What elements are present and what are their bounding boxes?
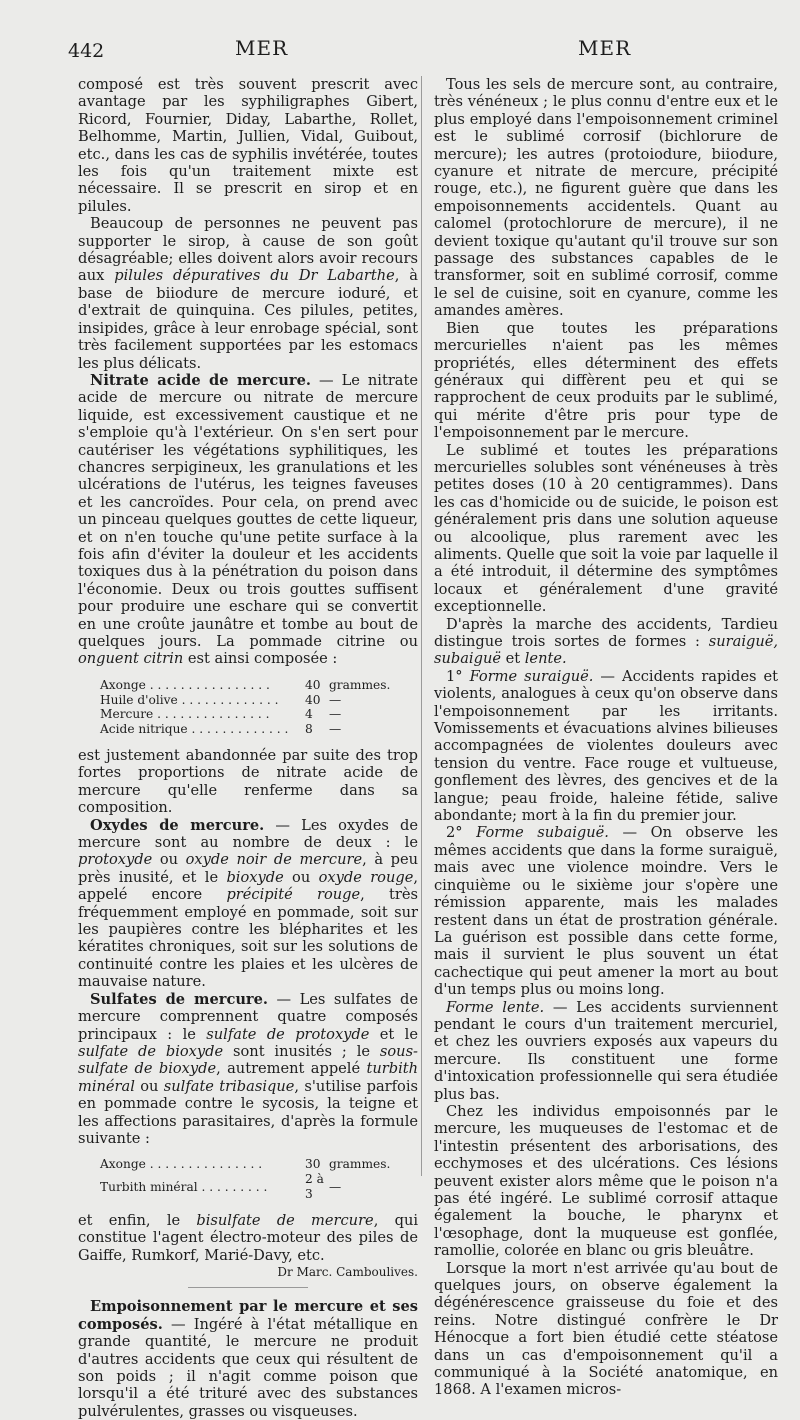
section-heading: Empoisonnement par le mercure et ses composés. [78,1298,418,1333]
recipe-row: Acide nitrique . . . . . . . . . . . . . 8 — [100,722,342,737]
recipe-row: Axonge . . . . . . . . . . . . . . . . 40 grammes. [100,677,391,692]
running-head-left: MER [235,36,289,60]
recipe-row: Axonge . . . . . . . . . . . . . . . 30 grammes. [100,1157,391,1172]
paragraph: 1° Forme suraiguë. — Accidents rapides et violents, analogues à ceux qu'on observe dans l'empoisonnement par les irritants. Vomissements et évacuations alvines bilieuses accompagnées de violentes douleurs avec tension du ventre. Face rouge et vultueuse, gonflement des lèvres, des gencives et de la langue; peau froide, haleine fétide, salive abondante; mort à la fin du premier jour. [434,667,778,825]
paragraph: composé est très souvent prescrit avec avantage par les syphiligraphes Gibert, Ricord, Fournier, Diday, Labarthe, Rollet, Belhomme, Martin, Jullien, Vidal, Guibout, etc., dans les cas de syphilis invétérée, toutes les fois qu'un traitement mixte est nécessaire. Il se prescrit en sirop et en pilules. [78,76,418,215]
paragraph: est justement abandonnée par suite des trop fortes proportions de nitrate acide de mercure qu'elle renferme dans sa composition. [78,747,418,817]
author-signature: Dr Marc. Camboulives. [277,1264,418,1279]
paragraph-oxydes: Oxydes de mercure. — Les oxydes de mercure sont au nombre de deux : le protoxyde ou oxyde noir de mercure, à peu près inusité, et le bioxyde ou oxyde rouge, appelé encore précipité rouge, très fréquemment employé en pommade, soit sur les paupières contre les blépharites et les kératites chroniques, soit sur les solutions de continuité contre les plaies et les ulcères de mauvaise nature. [78,816,419,991]
paragraph-sulfates: Sulfates de mercure. — Les sulfates de mercure comprennent quatre composés principaux : le sulfate de protoxyde et le sulfate de bioxyde sont inusités ; le sous-sulfate de bioxyde, autrement appelé turbith minéral ou sulfate tribasique, s'utilise parfois en pommade contre le sycosis, la teigne et les affections parasitaires, d'après la formule suivante : [78,990,418,1147]
section-heading: Nitrate acide de mercure. [90,371,311,389]
recipe-table [100,1157,390,1201]
paragraph: Le sublimé et toutes les préparations mercurielles solubles sont vénéneuses à très petites doses (10 à 20 centigrammes). Dans les cas d'homicide ou de suicide, le poison est généralement pris dans une solution aqueuse ou alcoolique, plus rarement avec les aliments. Quelle que soit la voie par laquelle il a été introduit, il détermine des symptômes locaux et généralement d'une gravité exceptionnelle. [434,441,778,616]
running-head-right: MER [578,36,632,60]
left-column [78,76,418,1420]
paragraph: Forme lente. — Les accidents surviennent pendant le cours d'un traitement mercuriel, et chez les ouvriers exposés aux vapeurs du mercure. Ils constituent une forme d'intoxication professionnelle qui sera étudiée plus bas. [434,998,779,1103]
paragraph: D'après la marche des accidents, Tardieu distingue trois sortes de formes : suraiguë, subaiguë et lente. [434,615,778,668]
paragraph: 2° Forme subaiguë. — On observe les mêmes accidents que dans la forme suraiguë, mais avec une violence moindre. Vers le cinquième ou le sixième jour s'opère une rémission apparente, mais les malades restent dans un état de prostration générale. La guérison est possible dans cette forme, mais il survient le plus souvent un état cachectique qui peut amener la mort au bout d'un temps plus ou moins long. [434,824,778,999]
paragraph-empoisonnement: Empoisonnement par le mercure et ses composés. — Ingéré à l'état métallique en grande quantité, le mercure ne produit d'autres accidents que ceux qui résultent de son poids ; il n'agit comme poison que lorsqu'il a été trituré avec des substances pulvérulentes, grasses ou visqueuses. [78,1298,418,1420]
paragraph-nitrate: Nitrate acide de mercure. — Le nitrate acide de mercure ou nitrate de mercure liquide, est excessivement caustique et ne s'emploie qu'à l'extérieur. On s'en sert pour cautériser les végétations syphilitiques, les chancres serpigineux, les granulations et les ulcérations de l'utérus, les teignes faveuses et les cancroïdes. Pour cela, on prend avec un pinceau quelques gouttes de cette liqueur, et on n'en touche qu'une petite surface à la fois afin d'éviter la douleur et les accidents toxiques dus à la pénétration du poison dans l'économie. Deux ou trois gouttes suffisent pour produire une eschare qui se convertit en une croûte jaunâtre et tombe au bout de quelques jours. La pommade citrine ou onguent citrin est ainsi composée : [78,371,419,668]
recipe-row: Huile d'olive . . . . . . . . . . . . . 40 — [100,692,342,707]
section-rule [188,1287,308,1288]
paragraph: Beaucoup de personnes ne peuvent pas supporter le sirop, à cause de son goût désagréable; elles doivent alors avoir recours aux pilules dépuratives du Dr Labarthe, à base de biiodure de mercure ioduré, et d'extrait de quinquina. Ces pilules, petites, insipides, grâce à leur enrobage spécial, sont très facilement supportées par les estomacs les plus délicats. [78,215,418,372]
section-heading: Oxydes de mercure. [90,816,265,834]
page-number: 442 [68,40,105,62]
section-heading: Sulfates de mercure. [90,990,268,1008]
recipe-row: Turbith minéral . . . . . . . . . 2 à 3 — [100,1172,342,1201]
paragraph: Chez les individus empoisonnés par le mercure, les muqueuses de l'estomac et de l'intestin présentent des arborisations, des ecchymoses et des ulcérations. Ces lésions peuvent exister alors même que le poison n'a pas été ingéré. Le sublimé corrosif attaque également la bouche, le pharynx et l'œsophage, dont la muqueuse est gonflée, ramollie, colorée en blanc ou gris bleuâtre. [434,1102,778,1260]
paragraph: Lorsque la mort n'est arrivée qu'au bout de quelques jours, on observe également la dégénérescence graisseuse du foie et des reins. Notre distingué confrère le Dr Hénocque a fort bien étudié cette stéatose dans un cas d'empoisonnement qu'il a communiqué à la Société anatomique, en 1868. A l'examen micros- [434,1259,778,1399]
recipe-row: Mercure . . . . . . . . . . . . . . . 4 — [100,707,342,722]
recipe-table [100,678,390,737]
paragraph: Tous les sels de mercure sont, au contraire, très vénéneux ; le plus connu d'entre eux et le plus employé dans l'empoisonnement criminel est le sublimé corrosif (bichlorure de mercure); les autres (protoiodure, biiodure, cyanure et nitrate de mercure, précipité rouge, etc.), ne figurent guère que dans les empoisonnements accidentels. Quant au calomel (protochlorure de mercure), il ne devient toxique qu'autant qu'il trouve sur son passage des substances capables de le transformer, soit en sublimé corrosif, comme le sel de cuisine, soit en cyanure, comme les amandes amères. [434,76,778,320]
paragraph: et enfin, le bisulfate de mercure, qui constitue l'agent électro-moteur des piles de Gaiffe, Rumkorf, Marié-Davy, etc. [78,1211,419,1264]
column-divider [421,76,422,1176]
right-column [434,76,778,1399]
paragraph: Bien que toutes les préparations mercurielles n'aient pas les mêmes propriétés, elles déterminent des effets généraux qui diffèrent peu et qui se rapprochent de ceux produits par le sublimé, qui mérite d'être pris pour type de l'empoisonnement par le mercure. [434,319,778,442]
